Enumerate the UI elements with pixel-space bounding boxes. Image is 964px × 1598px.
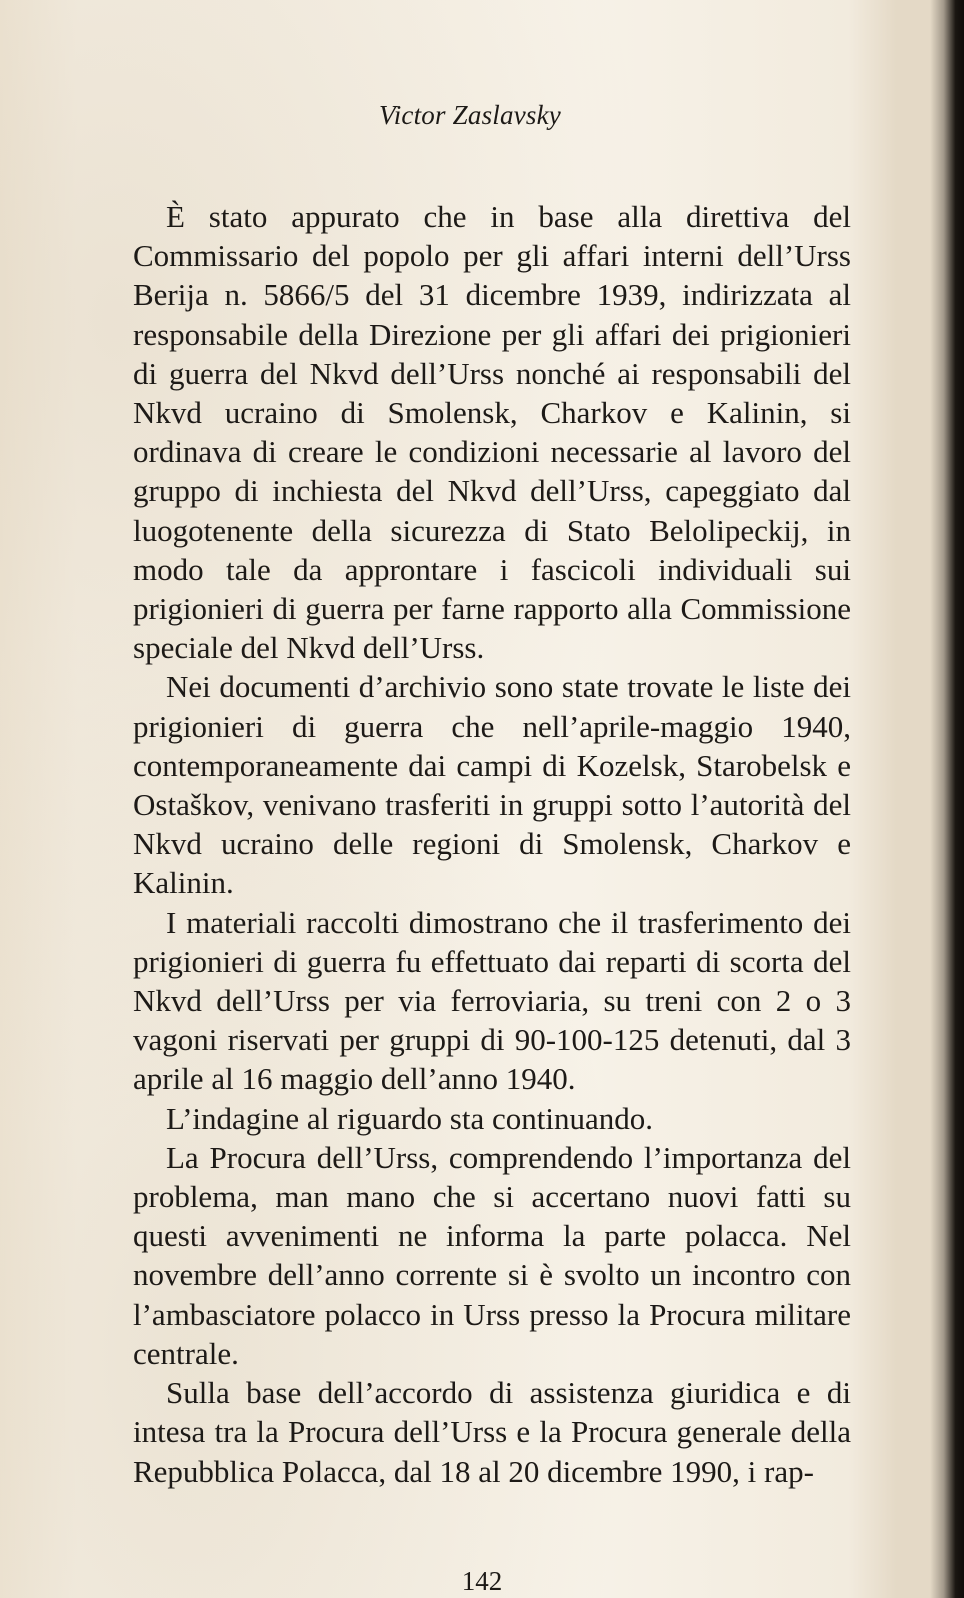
paragraph: Nei documenti d’archivio sono state trovate le liste dei prigionieri di guerra che nell’aprile-maggio 1940, contemporaneamente dai campi di Kozelsk, Starobelsk e Ostaškov, venivano trasferiti in gruppi sotto l’autorità del Nkvd ucraino delle regioni di Smolensk, Charkov e Kalinin. — [133, 669, 851, 901]
running-head: Victor Zaslavsky — [379, 100, 561, 130]
paragraph: Sulla base dell’accordo di assistenza giuridica e di intesa tra la Procura dell’Urss e la Procura generale della Repubblica Polacca, dal 18 al 20 dicembre 1990, i rap- — [133, 1375, 851, 1489]
paragraph: I materiali raccolti dimostrano che il trasferimento dei prigionieri di guerra fu effettuato dai reparti di scorta del Nkvd dell’Urss per via ferroviaria, su treni con 2 o 3 vagoni riservati per gruppi di 90-100-125 detenuti, dal 3 aprile al 16 maggio dell’anno 1940. — [133, 904, 851, 1097]
paragraph: È stato appurato che in base alla direttiva del Commissario del popolo per gli affari interni dell’Urss Berija n. 5866/5 del 31 dicembre 1939, indirizzata al responsabile della Direzione per gli affari dei prigionieri di guerra del Nkvd dell’Urss nonché ai responsabili del Nkvd ucraino di Smolensk, Charkov e Kalinin, si ordinava di creare le condizioni necessarie al lavoro del gruppo di inchiesta del Nkvd dell’Urss, capeggiato dal luogotenente della sicurezza di Stato Belolipeckij, in modo tale da approntare i fascicoli individuali sui prigionieri di guerra per farne rapporto alla Commissione speciale del Nkvd dell’Urss. — [133, 199, 851, 666]
page-edge-shadow — [930, 0, 964, 1598]
paragraph: La Procura dell’Urss, comprendendo l’importanza del problema, man mano che si accertano nuovi fatti su questi avvenimenti ne informa la parte polacca. Nel novembre dell’anno corrente si è svolto un incontro con l’ambasciatore polacco in Urss presso la Procura militare centrale. — [133, 1139, 851, 1371]
body-text — [133, 197, 851, 1491]
paragraph: L’indagine al riguardo sta continuando. — [166, 1100, 653, 1136]
page-number: 142 — [461, 1566, 503, 1596]
